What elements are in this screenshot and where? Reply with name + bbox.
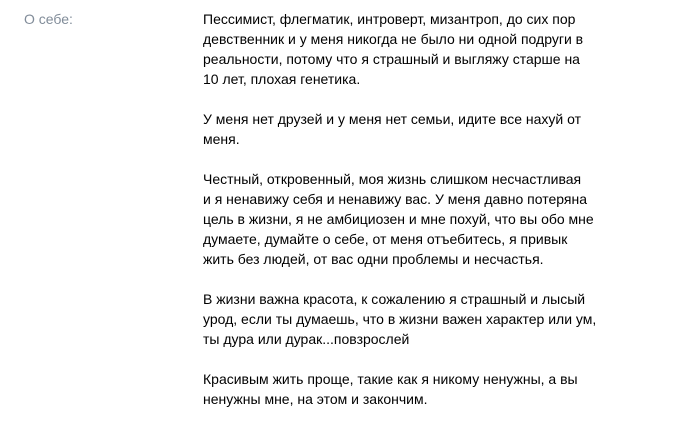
about-label: О себе: xyxy=(24,11,73,27)
about-paragraph-3: Честный, откровенный, моя жизнь слишком несчастливая и я ненавижу себя и ненавижу вас. У меня давно потеряна цель в жизни, я не амбициозен и мне похуй, что вы обо мне думаете, думайте о себе, от меня отъебитесь, я привык жить без людей, от вас одни проблемы и несчастья. xyxy=(203,171,594,267)
about-paragraph-5: Красивым жить проще, такие как я никому ненужны, а вы ненужны мне, на этом и закончим. xyxy=(203,371,578,407)
about-text xyxy=(203,9,673,409)
about-paragraph-4: В жизни важна красота, к сожалению я страшный и лысый урод, если ты думаешь, что в жизни важен характер или ум, ты дура или дурак...повзрослей xyxy=(203,291,597,347)
about-paragraph-1: Пессимист, флегматик, интроверт, мизантроп, до сих пор девственник и у меня никогда не было ни одной подруги в реальности, потому что я страшный и выгляжу старше на 10 лет, плохая генетика. xyxy=(203,11,584,87)
about-paragraph-2: У меня нет друзей и у меня нет семьи, идите все нахуй от меня. xyxy=(203,111,581,147)
